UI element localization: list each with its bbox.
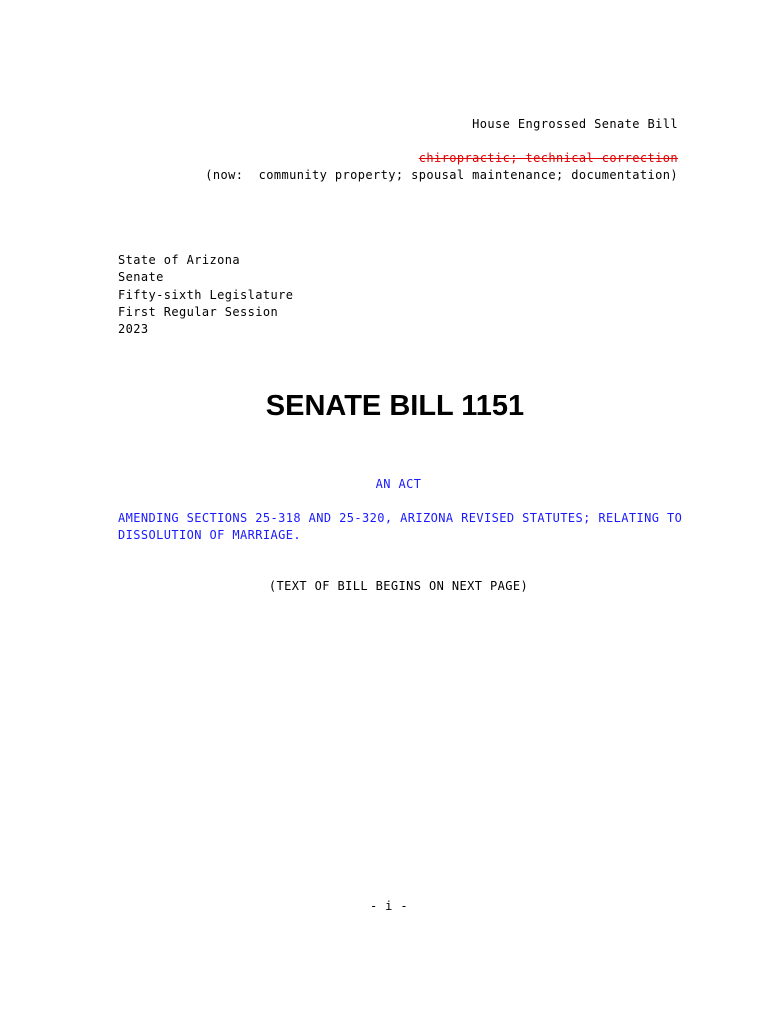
page-number: - i - [369,899,409,913]
act-description-line-2: DISSOLUTION OF MARRIAGE. [118,528,301,542]
act-description [118,510,683,544]
text-begins-notice: (TEXT OF BILL BEGINS ON NEXT PAGE) [268,579,529,593]
bill-status-label: House Engrossed Senate Bill [472,117,678,131]
act-heading: AN ACT [375,477,422,491]
legislature-info [118,252,293,338]
session-name: First Regular Session [118,304,279,319]
amended-title: (now: community property; spousal maintenance; documentation) [205,168,678,182]
session-year: 2023 [118,322,149,337]
bill-title: SENATE BILL 1151 [265,390,525,422]
act-description-line-1: AMENDING SECTIONS 25-318 AND 25-320, ARIZONA REVISED STATUTES; RELATING TO [118,511,683,525]
state-name: State of Arizona [118,253,240,267]
struck-original-title: chiropractic; technical correction [418,151,678,165]
legislature-number: Fifty-sixth Legislature [118,287,294,302]
chamber-name: Senate [118,270,164,285]
